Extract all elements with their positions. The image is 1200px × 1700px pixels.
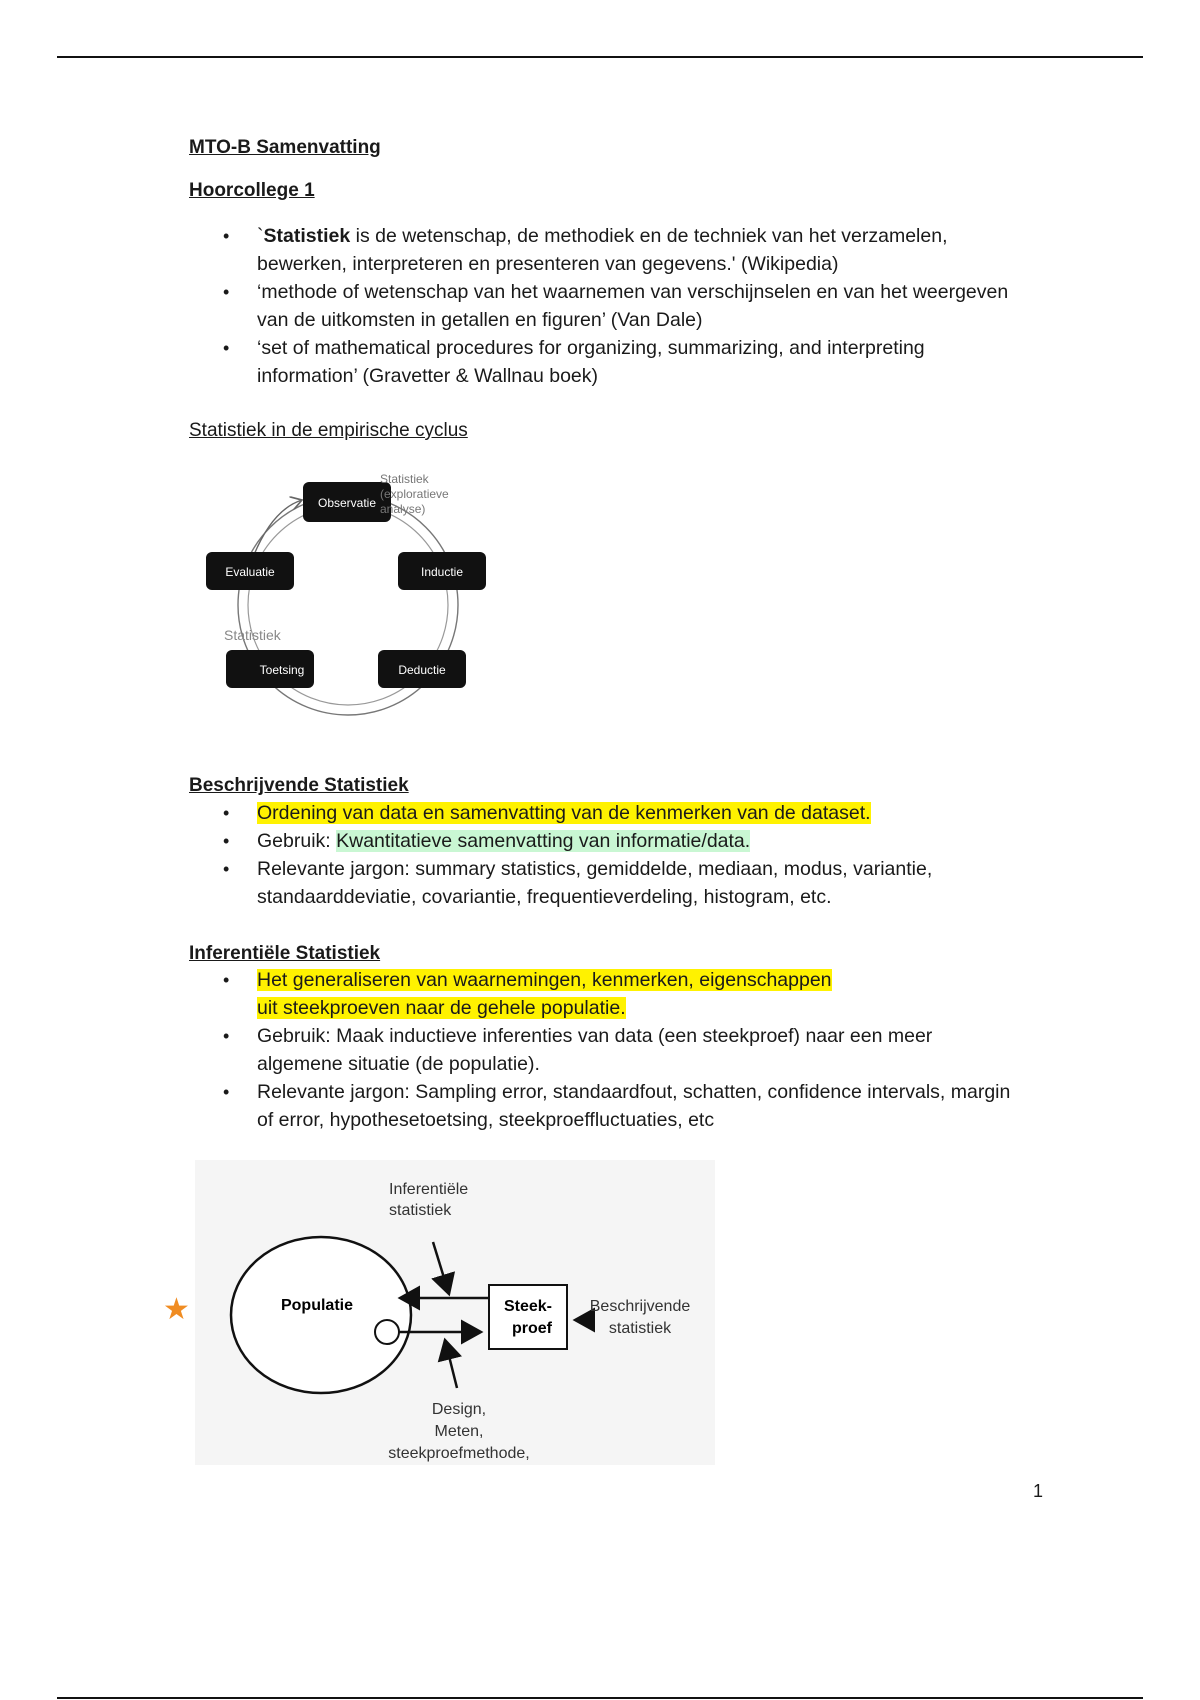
population-label: Populatie bbox=[280, 1297, 354, 1314]
node-deductie: Deductie bbox=[398, 663, 446, 677]
list-item: • ‘methode of wetenschap van het waarnemen van verschijnselen en van het weergeven van de uitkomsten in getallen en figuren’ (Van Dale) bbox=[189, 278, 1019, 334]
design-label-line1: Design, bbox=[431, 1401, 487, 1418]
list-item: • Het generaliseren van waarnemingen, kenmerken, eigenschappen uit steekproeven naar de gehele populatie. bbox=[189, 966, 1019, 1022]
definitions-list bbox=[189, 222, 1019, 390]
list-item: • ‘set of mathematical procedures for organizing, summarizing, and interpreting information’ (Gravetter & Wallnau boek) bbox=[189, 334, 1019, 390]
node-evaluatie: Evaluatie bbox=[225, 565, 275, 579]
design-label-line3: steekproefmethode, bbox=[388, 1445, 530, 1462]
inferential-label-line2: statistiek bbox=[389, 1202, 452, 1219]
note-top-line2: (exploratieve bbox=[380, 487, 449, 501]
list-item: • `Statistiek is de wetenschap, de methodiek en de techniek van het verzamelen, bewerken, interpreteren en presenteren van gegevens.' (Wikipedia) bbox=[189, 222, 1019, 278]
page-number: 1 bbox=[1033, 1481, 1044, 1501]
note-top-line1: Statistiek bbox=[380, 472, 429, 486]
list-item: • Relevante jargon: summary statistics, gemiddelde, mediaan, modus, variantie, standaarddeviatie, covariantie, frequentieverdeling, histogram, etc. bbox=[189, 855, 1019, 911]
descriptive-heading: Beschrijvende Statistiek bbox=[189, 775, 409, 796]
star-icon: ★ bbox=[163, 1293, 190, 1326]
sample-label-line2: proef bbox=[512, 1320, 552, 1337]
empirical-cycle-diagram bbox=[190, 470, 500, 740]
design-label-line2: Meten, bbox=[434, 1423, 484, 1440]
document-title: MTO-B Samenvatting bbox=[189, 137, 381, 158]
sample-label-line1: Steek- bbox=[503, 1298, 553, 1315]
bottom-rule bbox=[57, 1697, 1143, 1699]
list-item: • Relevante jargon: Sampling error, standaardfout, schatten, confidence intervals, margin of error, hypothesetoetsing, steekproeffluctuaties, etc bbox=[189, 1078, 1019, 1134]
node-observatie: Observatie bbox=[317, 496, 377, 510]
population-sample-diagram bbox=[195, 1160, 715, 1465]
list-item: • Gebruik: Maak inductieve inferenties van data (een steekproef) naar een meer algemene situatie (de populatie). bbox=[189, 1022, 1019, 1078]
inferential-list bbox=[189, 966, 1019, 1134]
lecture-heading: Hoorcollege 1 bbox=[189, 180, 315, 201]
inferential-label-line1: Inferentiële bbox=[389, 1181, 469, 1198]
top-rule bbox=[57, 56, 1143, 58]
descriptive-label-line2: statistiek bbox=[608, 1320, 672, 1337]
node-inductie: Inductie bbox=[420, 565, 464, 579]
list-item: • Gebruik: Kwantitatieve samenvatting van informatie/data. bbox=[189, 827, 1019, 855]
note-top-line3: analyse) bbox=[380, 502, 426, 516]
population-circle bbox=[231, 1237, 411, 1393]
inferential-heading: Inferentiële Statistiek bbox=[189, 943, 381, 964]
sample-box bbox=[489, 1285, 567, 1349]
descriptive-label-line1: Beschrijvende bbox=[589, 1298, 691, 1315]
descriptive-list bbox=[189, 799, 1019, 911]
cycle-heading: Statistiek in de empirische cyclus bbox=[189, 420, 468, 441]
node-toetsing: Toetsing bbox=[259, 663, 305, 677]
list-item: • Ordening van data en samenvatting van de kenmerken van de dataset. bbox=[189, 799, 1019, 827]
note-left: Statistiek bbox=[224, 627, 281, 643]
